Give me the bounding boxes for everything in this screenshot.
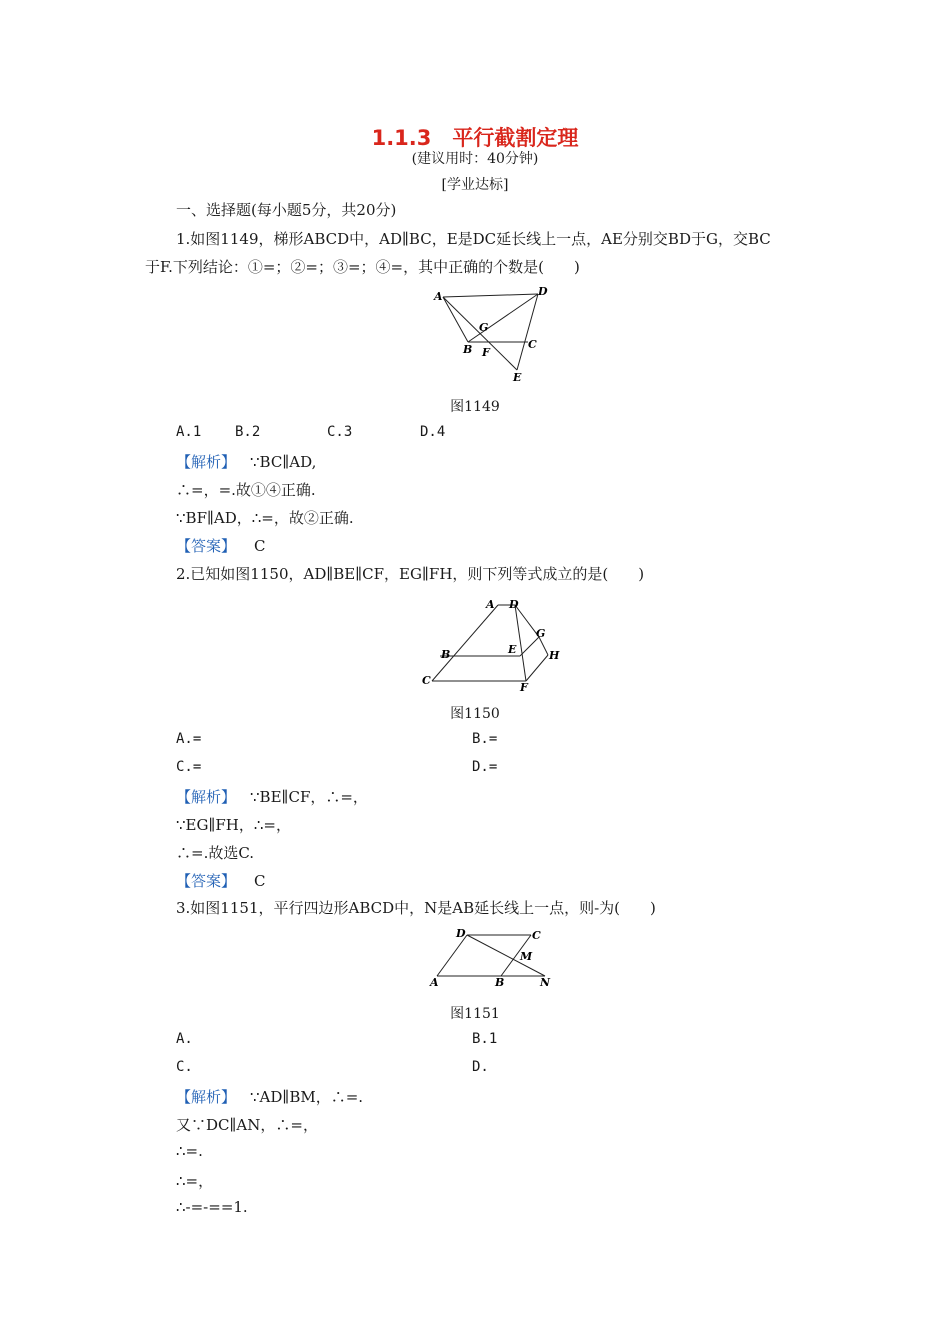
q2-answer: 【答案】 C (176, 872, 266, 890)
figure-1151-caption: 图1151 (450, 1006, 500, 1022)
q3-option-d: D. (472, 1059, 489, 1075)
answer-tag: 【答案】 (176, 872, 237, 890)
label-B: B (441, 648, 451, 661)
label-A: A (486, 598, 495, 611)
q3-option-b: B.1 (472, 1031, 498, 1047)
q3-analysis-line3: ∴=. (176, 1142, 203, 1160)
label-F: F (482, 346, 490, 359)
answer-tag: 【答案】 (176, 537, 237, 555)
label-D: D (538, 285, 548, 298)
label-E: E (508, 643, 517, 656)
label-D: D (509, 598, 519, 611)
q1-option-c: C.3 (327, 424, 353, 440)
q1-option-d: D.4 (420, 424, 446, 440)
label-G: G (479, 321, 489, 334)
label-N: N (540, 976, 551, 989)
section-heading: 一、选择题(每小题5分，共20分) (176, 201, 397, 219)
q3-analysis-line2: 又∵DC∥AN，∴=， (176, 1116, 318, 1134)
q2-option-a: A.= (176, 731, 202, 747)
figure-1151 (425, 924, 560, 994)
q1-analysis-line1: 【解析】 ∵BC∥AD, (176, 453, 317, 471)
q2-analysis-line3: ∴=.故选C. (176, 844, 255, 862)
analysis-tag: 【解析】 (176, 788, 237, 806)
level-label: [学业达标] (441, 177, 509, 193)
figure-1150 (418, 594, 568, 694)
q2-option-d: D.= (472, 759, 498, 775)
label-F: F (520, 681, 528, 694)
label-B: B (463, 343, 473, 356)
q2-option-b: B.= (472, 731, 498, 747)
label-C: C (532, 929, 541, 942)
q1-answer: 【答案】 C (176, 537, 266, 555)
q2-analysis-line2: ∵EG∥FH，∴=， (176, 816, 292, 834)
q3-stem-line1: 3.如图1151，平行四边形ABCD中，N是AB延长线上一点，则-为( ) (176, 899, 656, 917)
q3-analysis-line5: ∴-=-==1. (176, 1198, 248, 1216)
label-M: M (520, 950, 533, 963)
label-H: H (549, 649, 560, 662)
q3-option-c: C. (176, 1059, 193, 1075)
q2-stem-line1: 2.已知如图1150，AD∥BE∥CF，EG∥FH，则下列等式成立的是( ) (176, 565, 645, 583)
page-title: 1.1.3 平行截割定理 (371, 126, 579, 150)
q1-option-b: B.2 (235, 424, 261, 440)
label-E: E (513, 371, 522, 384)
figure-1149-caption: 图1149 (450, 399, 500, 415)
q1-analysis-line3: ∵BF∥AD，∴=，故②正确. (176, 509, 354, 527)
analysis-tag: 【解析】 (176, 1088, 237, 1106)
label-C: C (528, 338, 537, 351)
label-G: G (536, 627, 546, 640)
q1-analysis-line2: ∴=，=.故①④正确. (176, 481, 316, 499)
label-A: A (434, 290, 443, 303)
q3-analysis-line1: 【解析】 ∵AD∥BM，∴=. (176, 1088, 364, 1106)
label-D: D (456, 927, 466, 940)
q1-option-a: A.1 (176, 424, 202, 440)
q3-analysis-line4: ∴=， (176, 1172, 214, 1190)
time-hint: (建议用时：40分钟) (411, 151, 539, 167)
analysis-tag: 【解析】 (176, 453, 237, 471)
label-B: B (495, 976, 505, 989)
figure-1150-caption: 图1150 (450, 706, 500, 722)
label-C: C (422, 674, 431, 687)
figure-1149 (425, 280, 555, 390)
q1-stem-line1: 1.如图1149，梯形ABCD中，AD∥BC，E是DC延长线上一点，AE分别交BD于G，交BC (176, 230, 771, 248)
q3-option-a: A. (176, 1031, 193, 1047)
q2-analysis-line1: 【解析】 ∵BE∥CF，∴=， (176, 788, 368, 806)
q1-stem-line2: 于F.下列结论：①=；②=；③=；④=，其中正确的个数是( ) (145, 258, 580, 276)
q2-option-c: C.= (176, 759, 202, 775)
label-A: A (430, 976, 439, 989)
